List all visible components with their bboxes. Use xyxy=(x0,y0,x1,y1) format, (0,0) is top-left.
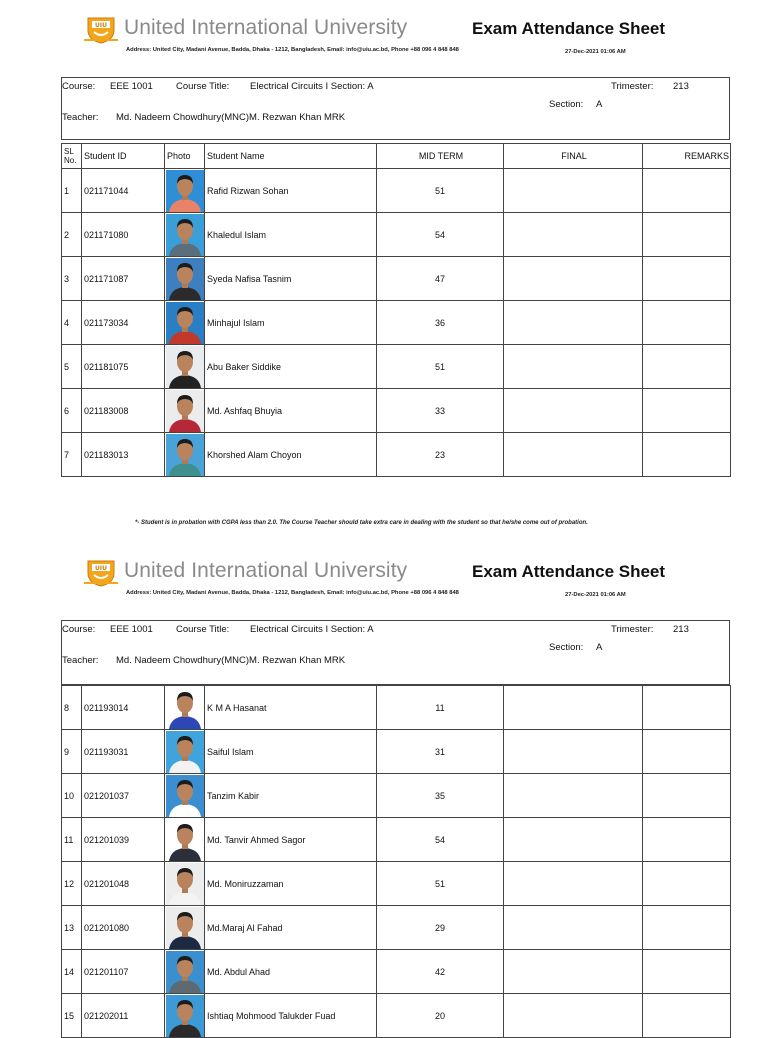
course-title-value: Electrical Circuits I Section: A xyxy=(250,624,374,635)
mid-term-cell: 23 xyxy=(377,433,504,477)
mid-term-cell: 29 xyxy=(377,906,504,950)
trimester-label: Trimester: xyxy=(611,81,654,92)
remarks-cell xyxy=(643,257,731,301)
sheet-title: Exam Attendance Sheet xyxy=(472,562,666,581)
photo-cell xyxy=(165,257,205,301)
final-cell xyxy=(504,818,643,862)
section-label: Section: xyxy=(549,99,584,110)
remarks-cell xyxy=(643,301,731,345)
table-row xyxy=(62,345,731,389)
mid-term-cell: 54 xyxy=(377,213,504,257)
mid-term-cell: 51 xyxy=(377,169,504,213)
table-row xyxy=(62,906,731,950)
student-id-cell: 021183008 xyxy=(82,389,165,433)
table-row xyxy=(62,950,731,994)
student-photo xyxy=(166,258,204,300)
student-name-cell: Khaledul Islam xyxy=(205,213,377,257)
mid-term-cell: 47 xyxy=(377,257,504,301)
final-cell xyxy=(504,906,643,950)
student-id-cell: 021201037 xyxy=(82,774,165,818)
course-info-box xyxy=(61,620,730,685)
student-id-cell: 021181075 xyxy=(82,345,165,389)
sheet-title: Exam Attendance Sheet xyxy=(472,19,666,38)
student-name-cell: Syeda Nafisa Tasnim xyxy=(205,257,377,301)
mid-term-cell: 42 xyxy=(377,950,504,994)
sl-cell: 1 xyxy=(62,169,82,213)
table-row xyxy=(62,301,731,345)
sl-cell: 15 xyxy=(62,994,82,1038)
student-photo xyxy=(166,390,204,432)
photo-cell xyxy=(165,213,205,257)
table-header-row xyxy=(62,144,731,169)
table-row xyxy=(62,213,731,257)
student-photo xyxy=(166,170,204,212)
table-row xyxy=(62,686,731,730)
photo-cell xyxy=(165,389,205,433)
student-name-cell: Ishtiaq Mohmood Talukder Fuad xyxy=(205,994,377,1038)
course-code: EEE 1001 xyxy=(110,624,153,635)
student-photo xyxy=(166,346,204,388)
student-name-cell: Saiful Islam xyxy=(205,730,377,774)
final-cell xyxy=(504,389,643,433)
sl-cell: 7 xyxy=(62,433,82,477)
student-name-cell: Md.Maraj Al Fahad xyxy=(205,906,377,950)
photo-cell xyxy=(165,994,205,1038)
student-name-cell: Rafid Rizwan Sohan xyxy=(205,169,377,213)
remarks-cell xyxy=(643,730,731,774)
table-row xyxy=(62,818,731,862)
table-row xyxy=(62,169,731,213)
final-cell xyxy=(504,994,643,1038)
final-cell xyxy=(504,345,643,389)
student-id-cell: 021171044 xyxy=(82,169,165,213)
final-cell xyxy=(504,301,643,345)
mid-term-cell: 54 xyxy=(377,818,504,862)
sl-cell: 3 xyxy=(62,257,82,301)
student-photo xyxy=(166,819,204,861)
student-photo xyxy=(166,731,204,773)
course-label: Course: xyxy=(62,81,96,92)
final-cell xyxy=(504,686,643,730)
student-name-cell: Md. Moniruzzaman xyxy=(205,862,377,906)
mid-term-cell: 11 xyxy=(377,686,504,730)
section-value: A xyxy=(596,642,603,653)
student-name-cell: Khorshed Alam Choyon xyxy=(205,433,377,477)
course-info-box xyxy=(61,77,730,140)
photo-cell xyxy=(165,301,205,345)
svg-text:UIU: UIU xyxy=(95,22,107,29)
section-value: A xyxy=(596,99,603,110)
final-cell xyxy=(504,433,643,477)
remarks-cell xyxy=(643,994,731,1038)
student-name-cell: K M A Hasanat xyxy=(205,686,377,730)
student-photo xyxy=(166,214,204,256)
remarks-cell xyxy=(643,213,731,257)
remarks-cell xyxy=(643,818,731,862)
photo-cell xyxy=(165,730,205,774)
sl-cell: 8 xyxy=(62,686,82,730)
table-row xyxy=(62,774,731,818)
student-id-cell: 021183013 xyxy=(82,433,165,477)
course-code: EEE 1001 xyxy=(110,81,153,92)
mid-term-cell: 51 xyxy=(377,862,504,906)
col-final: FINAL xyxy=(504,144,643,169)
sl-cell: 10 xyxy=(62,774,82,818)
student-photo xyxy=(166,687,204,729)
student-name-cell: Tanzim Kabir xyxy=(205,774,377,818)
sl-cell: 12 xyxy=(62,862,82,906)
student-id-cell: 021201107 xyxy=(82,950,165,994)
mid-term-cell: 36 xyxy=(377,301,504,345)
student-photo xyxy=(166,863,204,905)
final-cell xyxy=(504,257,643,301)
remarks-cell xyxy=(643,169,731,213)
student-id-cell: 021171080 xyxy=(82,213,165,257)
university-name: United International University xyxy=(124,559,408,582)
photo-cell xyxy=(165,169,205,213)
probation-note: *- Student is in probation with CGPA less than 2.0. The Course Teacher should take extra care in dealing with the student so that he/she come out of probation. xyxy=(135,520,588,526)
sl-cell: 14 xyxy=(62,950,82,994)
remarks-cell xyxy=(643,950,731,994)
address-line: Address: United City, Madani Avenue, Badda, Dhaka - 1212, Bangladesh, Email: info@uiu.ac.bd, Phone +88 096 4 848 848 xyxy=(126,590,459,596)
photo-cell xyxy=(165,686,205,730)
sl-cell: 2 xyxy=(62,213,82,257)
photo-cell xyxy=(165,862,205,906)
student-photo xyxy=(166,907,204,949)
course-title-label: Course Title: xyxy=(176,624,230,635)
student-name-cell: Md. Abdul Ahad xyxy=(205,950,377,994)
trimester-value: 213 xyxy=(673,624,689,635)
student-id-cell: 021201080 xyxy=(82,906,165,950)
photo-cell xyxy=(165,906,205,950)
mid-term-cell: 51 xyxy=(377,345,504,389)
sl-cell: 11 xyxy=(62,818,82,862)
mid-term-cell: 33 xyxy=(377,389,504,433)
student-id-cell: 021171087 xyxy=(82,257,165,301)
student-name-cell: Abu Baker Siddike xyxy=(205,345,377,389)
student-name-cell: Md. Tanvir Ahmed Sagor xyxy=(205,818,377,862)
mid-term-cell: 31 xyxy=(377,730,504,774)
student-photo xyxy=(166,775,204,817)
student-id-cell: 021201039 xyxy=(82,818,165,862)
teacher-label: Teacher: xyxy=(62,112,99,123)
col-remarks: REMARKS xyxy=(643,144,731,169)
remarks-cell xyxy=(643,389,731,433)
remarks-cell xyxy=(643,345,731,389)
remarks-cell xyxy=(643,774,731,818)
university-name: United International University xyxy=(124,16,408,39)
svg-text:UIU: UIU xyxy=(95,565,107,572)
photo-cell xyxy=(165,950,205,994)
student-name-cell: Minhajul Islam xyxy=(205,301,377,345)
student-id-cell: 021193014 xyxy=(82,686,165,730)
print-datetime: 27-Dec-2021 01:06 AM xyxy=(565,592,626,598)
table-row xyxy=(62,433,731,477)
photo-cell xyxy=(165,774,205,818)
uiu-logo-icon xyxy=(84,557,118,587)
sl-cell: 13 xyxy=(62,906,82,950)
mid-term-cell: 35 xyxy=(377,774,504,818)
student-id-cell: 021201048 xyxy=(82,862,165,906)
photo-cell xyxy=(165,433,205,477)
student-photo xyxy=(166,302,204,344)
remarks-cell xyxy=(643,862,731,906)
teacher-value: Md. Nadeem Chowdhury(MNC)M. Rezwan Khan MRK xyxy=(116,112,346,123)
attendance-table-page-1 xyxy=(61,143,731,477)
final-cell xyxy=(504,213,643,257)
section-label: Section: xyxy=(549,642,584,653)
student-photo xyxy=(166,951,204,993)
table-row xyxy=(62,257,731,301)
table-row xyxy=(62,730,731,774)
table-row xyxy=(62,994,731,1038)
sl-cell: 5 xyxy=(62,345,82,389)
remarks-cell xyxy=(643,433,731,477)
table-row xyxy=(62,862,731,906)
address-line: Address: United City, Madani Avenue, Badda, Dhaka - 1212, Bangladesh, Email: info@uiu.ac.bd, Phone +88 096 4 848 848 xyxy=(126,47,459,53)
uiu-logo-icon xyxy=(84,14,118,44)
col-student-name: Student Name xyxy=(205,144,377,169)
sl-cell: 6 xyxy=(62,389,82,433)
trimester-label: Trimester: xyxy=(611,624,654,635)
course-title-label: Course Title: xyxy=(176,81,230,92)
final-cell xyxy=(504,862,643,906)
photo-cell xyxy=(165,345,205,389)
print-datetime: 27-Dec-2021 01:06 AM xyxy=(565,49,626,55)
photo-cell xyxy=(165,818,205,862)
student-id-cell: 021193031 xyxy=(82,730,165,774)
mid-term-cell: 20 xyxy=(377,994,504,1038)
col-photo: Photo xyxy=(165,144,205,169)
sl-cell: 9 xyxy=(62,730,82,774)
course-title-value: Electrical Circuits I Section: A xyxy=(250,81,374,92)
col-sl: SL No. xyxy=(62,144,82,169)
col-mid-term: MID TERM xyxy=(377,144,504,169)
student-photo xyxy=(166,995,204,1037)
final-cell xyxy=(504,774,643,818)
student-photo xyxy=(166,434,204,476)
sl-cell: 4 xyxy=(62,301,82,345)
table-row xyxy=(62,389,731,433)
final-cell xyxy=(504,950,643,994)
teacher-label: Teacher: xyxy=(62,655,99,666)
final-cell xyxy=(504,730,643,774)
remarks-cell xyxy=(643,906,731,950)
student-id-cell: 021202011 xyxy=(82,994,165,1038)
final-cell xyxy=(504,169,643,213)
remarks-cell xyxy=(643,686,731,730)
student-id-cell: 021173034 xyxy=(82,301,165,345)
teacher-value: Md. Nadeem Chowdhury(MNC)M. Rezwan Khan MRK xyxy=(116,655,346,666)
trimester-value: 213 xyxy=(673,81,689,92)
student-name-cell: Md. Ashfaq Bhuyia xyxy=(205,389,377,433)
course-label: Course: xyxy=(62,624,96,635)
col-student-id: Student ID xyxy=(82,144,165,169)
attendance-table-page-2 xyxy=(61,685,731,1038)
